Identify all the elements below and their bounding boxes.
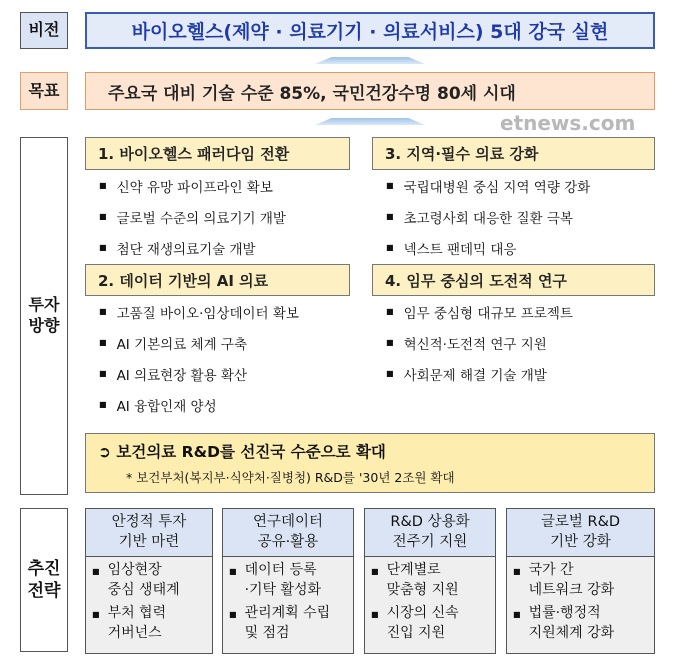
summary-note: * 보건부처(복지부·식약처·질병청) R&D를 '30년 2조원 확대: [126, 470, 455, 485]
investment-section-1: [85, 137, 350, 263]
list-item: ■ 글로벌 수준의 의료기기 개발: [85, 201, 350, 232]
strategy-title: 연구데이터 공유·활용: [223, 509, 353, 557]
investment-section-3: [372, 137, 655, 263]
watermark: etnews.com: [500, 111, 636, 135]
strategy-label: 추진 전략: [20, 508, 68, 652]
list-item: ■ 국가 간 네트워크 강화: [513, 561, 648, 600]
list-item: ■ AI 기본의료 체계 구축: [85, 327, 350, 358]
list-item: ■ 신약 유망 파이프라인 확보: [85, 170, 350, 201]
investment-section-2: [85, 264, 350, 420]
strategy-column: [506, 508, 655, 654]
goal-text: 주요국 대비 기술 수준 85%, 국민건강수명 80세 시대: [85, 72, 655, 110]
list-item: ■ 법률·행정적 지원체계 강화: [513, 604, 648, 643]
list-item: ■ 사회문제 해결 기술 개발: [372, 358, 655, 389]
up-arrow-icon: [315, 57, 425, 64]
strategy-title: 글로벌 R&D 기반 강화: [507, 509, 654, 557]
summary-text: ➲ 보건의료 R&D를 선진국 수준으로 확대: [98, 443, 386, 461]
list-item: ■ 넥스트 팬데믹 대응: [372, 232, 655, 263]
list-item: ■ 임상현장 중심 생태계: [92, 561, 206, 600]
strategy-title: 안정적 투자 기반 마련: [86, 509, 212, 557]
investment-label: 투자 방향: [20, 137, 68, 495]
list-item: ■ 첨단 재생의료기술 개발: [85, 232, 350, 263]
strategy-column: [85, 508, 213, 654]
list-item: ■ 국립대병원 중심 지역 역량 강화: [372, 170, 655, 201]
goal-label: 목표: [20, 72, 68, 110]
summary-box: [85, 433, 655, 493]
section-title: 1. 바이오헬스 패러다임 전환: [85, 137, 350, 170]
vision-text: 바이오헬스(제약 · 의료기기 · 의료서비스) 5대 강국 실현: [85, 12, 655, 49]
list-item: ■ 데이터 등록 ·기탁 활성화: [229, 561, 347, 600]
investment-section-4: [372, 264, 655, 389]
vision-label: 비전: [20, 12, 68, 49]
list-item: ■ 혁신적·도전적 연구 지원: [372, 327, 655, 358]
list-item: ■ 시장의 신속 진입 지원: [371, 604, 489, 643]
strategy-column: [364, 508, 496, 654]
section-title: 3. 지역·필수 의료 강화: [372, 137, 655, 170]
strategy-column: [222, 508, 354, 654]
list-item: ■ 부처 협력 거버넌스: [92, 604, 206, 643]
list-item: ■ 임무 중심형 대규모 프로젝트: [372, 296, 655, 327]
list-item: ■ AI 의료현장 활용 확산: [85, 358, 350, 389]
up-arrow-icon: [315, 118, 425, 125]
list-item: ■ AI 융합인재 양성: [85, 389, 350, 420]
section-title: 2. 데이터 기반의 AI 의료: [85, 264, 350, 296]
strategy-title: R&D 상용화 전주기 지원: [365, 509, 495, 557]
section-title: 4. 임무 중심의 도전적 연구: [372, 264, 655, 296]
list-item: ■ 관리계획 수립 및 점검: [229, 604, 347, 643]
list-item: ■ 초고령사회 대응한 질환 극복: [372, 201, 655, 232]
list-item: ■ 단계별로 맞춤형 지원: [371, 561, 489, 600]
list-item: ■ 고품질 바이오·임상데이터 확보: [85, 296, 350, 327]
